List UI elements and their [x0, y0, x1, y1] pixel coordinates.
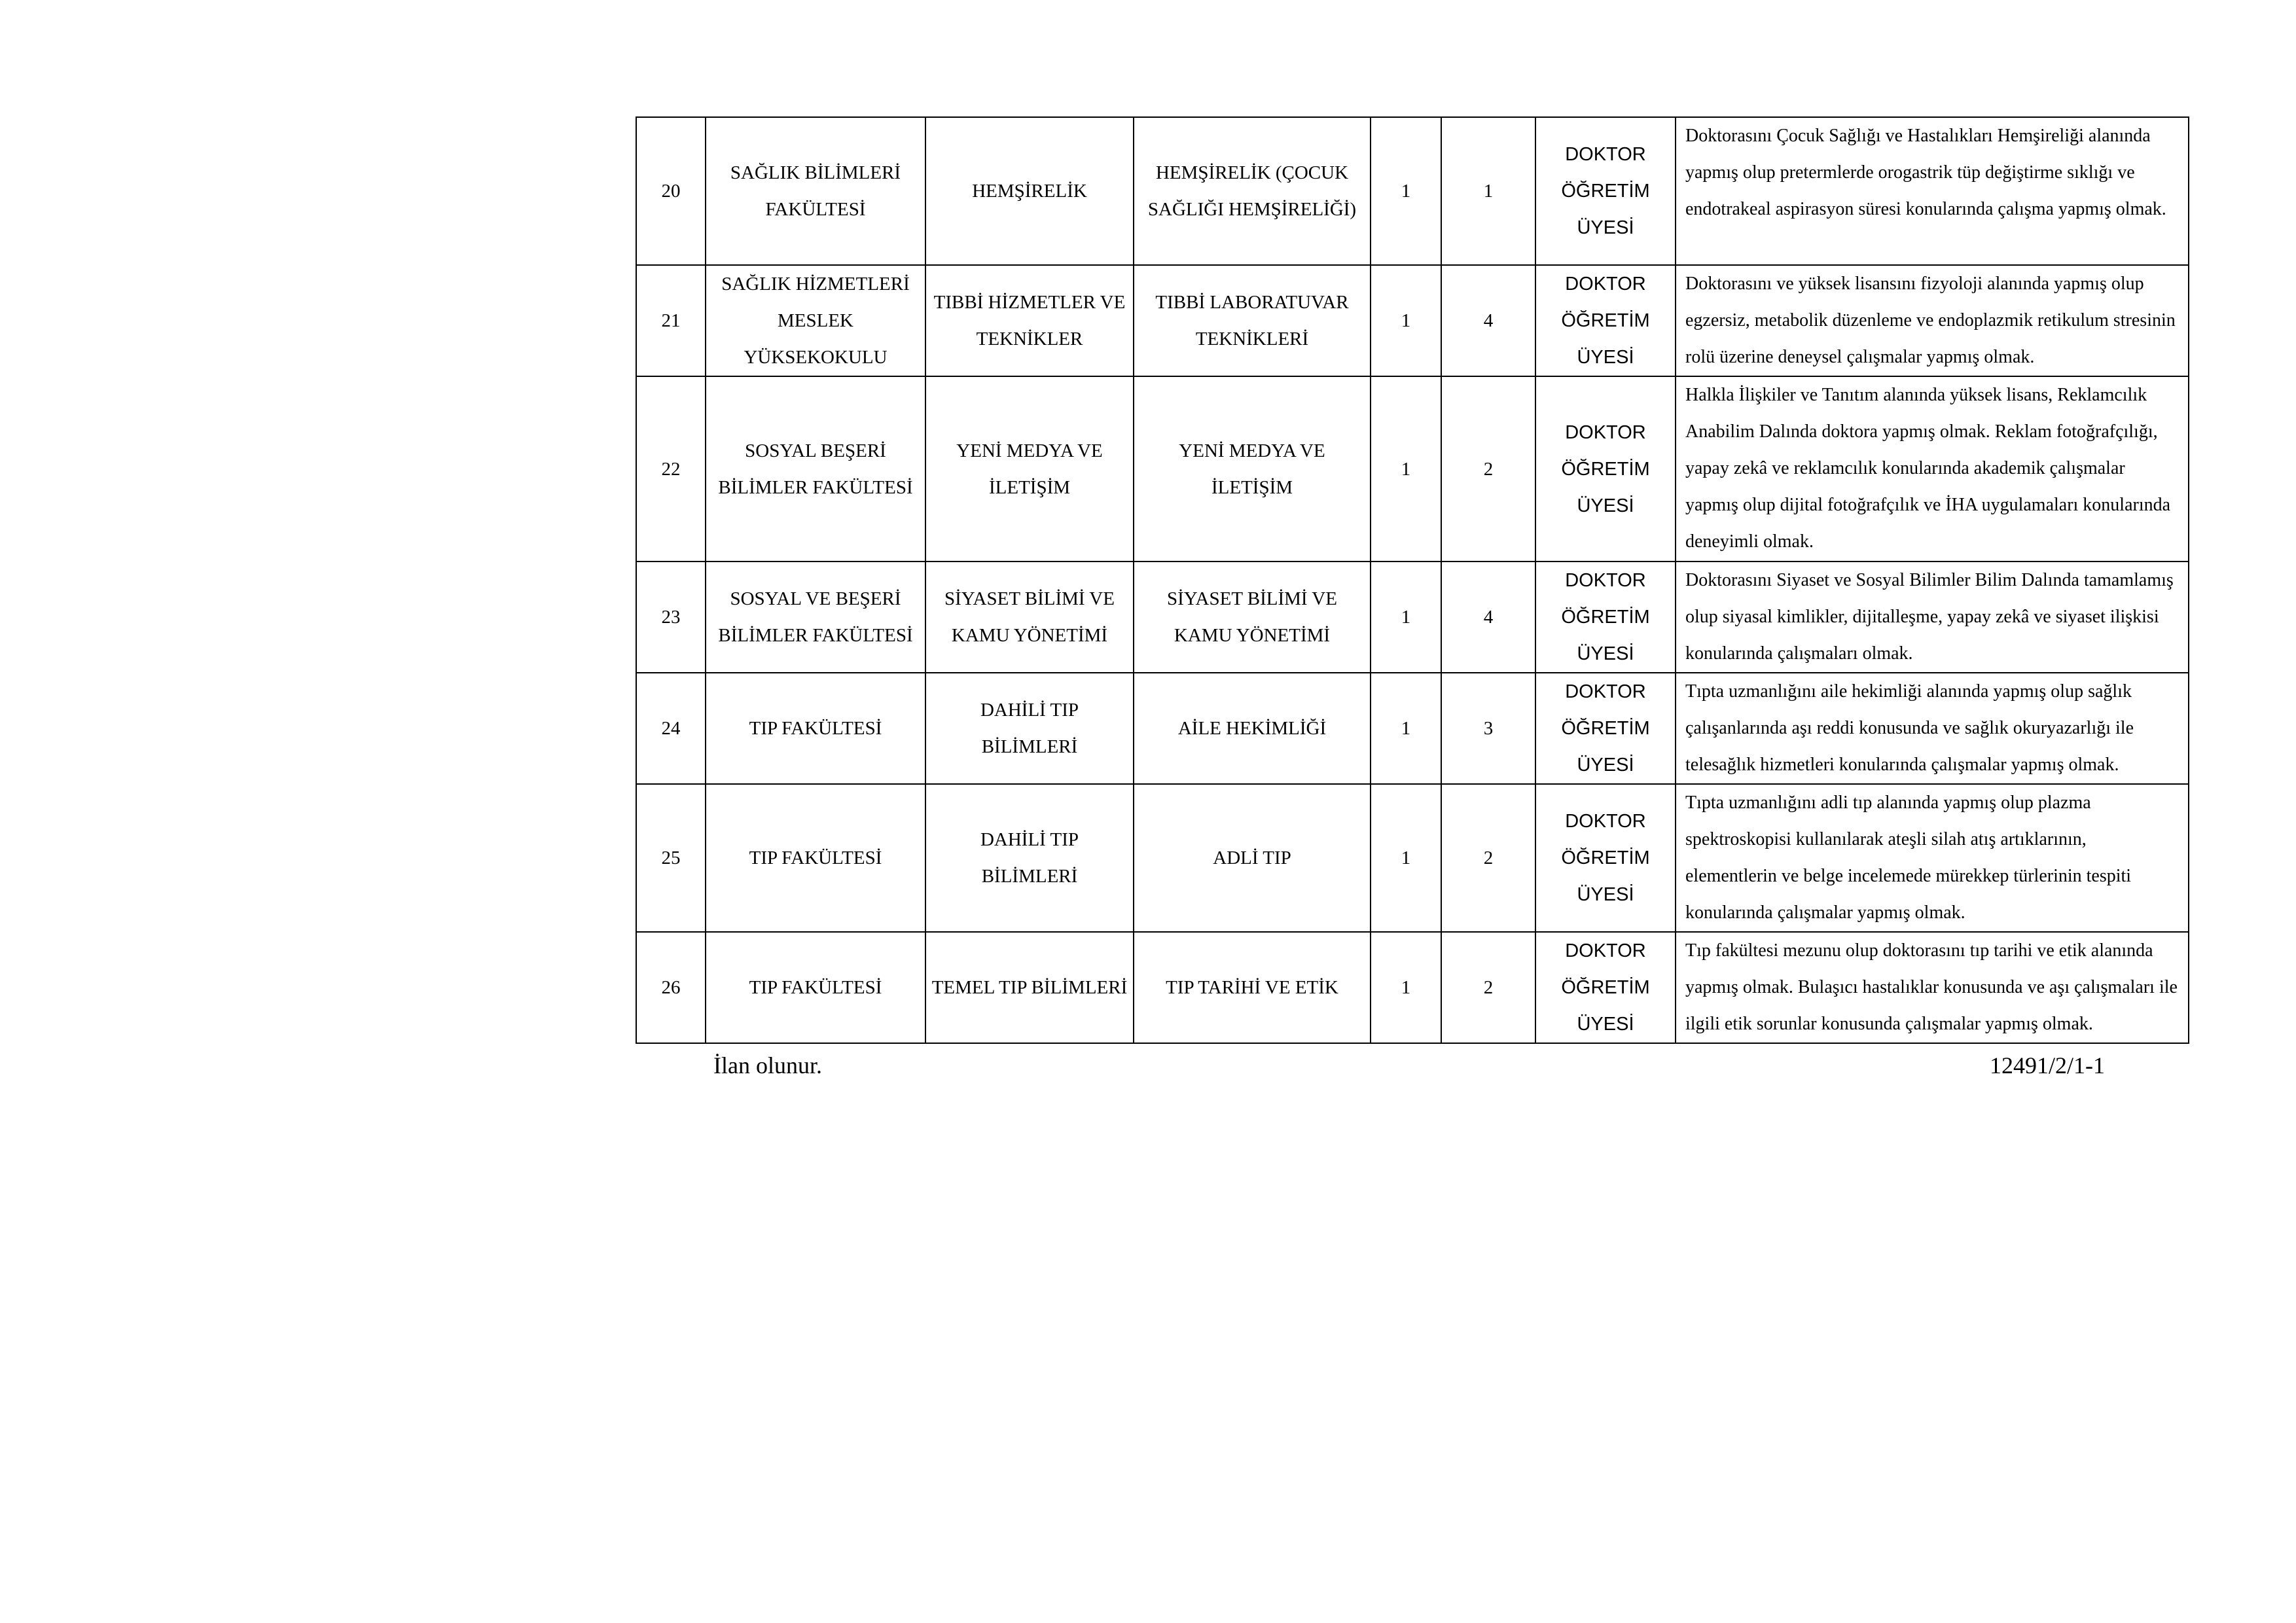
- requirement-cell: Doktorasını Siyaset ve Sosyal Bilimler Bilim Dalında tamamlamış olup siyasal kimlikler, dijitalleşme, yapay zekâ ve siyaset ilişkisi konularında çalışmaları olmak.: [1676, 562, 2189, 673]
- announcement-text: İlan olunur.: [713, 1052, 822, 1079]
- row-number: 22: [636, 376, 706, 562]
- row-number: 25: [636, 784, 706, 932]
- count-cell: 1: [1371, 265, 1441, 376]
- kadro-cell: DOKTOR ÖĞRETİM ÜYESİ: [1535, 562, 1676, 673]
- program-cell: SİYASET BİLİMİ VE KAMU YÖNETİMİ: [1134, 562, 1371, 673]
- degree-cell: 3: [1441, 673, 1535, 784]
- kadro-cell: DOKTOR ÖĞRETİM ÜYESİ: [1535, 673, 1676, 784]
- row-number: 21: [636, 265, 706, 376]
- requirement-cell: Doktorasını Çocuk Sağlığı ve Hastalıkları Hemşireliği alanında yapmış olup pretermlerde orogastrik tüp değiştirme sıklığı ve endotrakeal aspirasyon süresi konularında çalışma yapmış olmak.: [1676, 117, 2189, 265]
- degree-cell: 1: [1441, 117, 1535, 265]
- count-cell: 1: [1371, 673, 1441, 784]
- count-cell: 1: [1371, 932, 1441, 1043]
- program-cell: ADLİ TIP: [1134, 784, 1371, 932]
- row-number: 20: [636, 117, 706, 265]
- table-row: [636, 673, 2189, 784]
- table-row: [636, 784, 2189, 932]
- faculty-cell: SOSYAL BEŞERİ BİLİMLER FAKÜLTESİ: [706, 376, 925, 562]
- table-row: [636, 562, 2189, 673]
- requirement-cell: Halkla İlişkiler ve Tanıtım alanında yüksek lisans, Reklamcılık Anabilim Dalında doktora yapmış olmak. Reklam fotoğrafçılığı, yapay zekâ ve reklamcılık konularında akademik çalışmalar yapmış olup dijital fotoğrafçılık ve İHA uygulamaları konularında deneyimli olmak.: [1676, 376, 2189, 562]
- table-row: [636, 932, 2189, 1043]
- department-cell: DAHİLİ TIP BİLİMLERİ: [925, 673, 1134, 784]
- reference-number: 12491/2/1-1: [1990, 1052, 2105, 1079]
- faculty-cell: SOSYAL VE BEŞERİ BİLİMLER FAKÜLTESİ: [706, 562, 925, 673]
- requirement-cell: Tıpta uzmanlığını adli tıp alanında yapmış olup plazma spektroskopisi kullanılarak ateşli silah atış artıklarının, elementlerin ve belge incelemede mürekkep türlerinin tespiti konularında çalışmalar yapmış olmak.: [1676, 784, 2189, 932]
- degree-cell: 2: [1441, 932, 1535, 1043]
- count-cell: 1: [1371, 562, 1441, 673]
- requirement-cell: Tıpta uzmanlığını aile hekimliği alanında yapmış olup sağlık çalışanlarında aşı reddi konusunda ve sağlık okuryazarlığı ile telesağlık hizmetleri konularında çalışmalar yapmış olmak.: [1676, 673, 2189, 784]
- postings-table: [636, 116, 2189, 1044]
- count-cell: 1: [1371, 784, 1441, 932]
- department-cell: YENİ MEDYA VE İLETİŞİM: [925, 376, 1134, 562]
- kadro-cell: DOKTOR ÖĞRETİM ÜYESİ: [1535, 932, 1676, 1043]
- department-cell: DAHİLİ TIP BİLİMLERİ: [925, 784, 1134, 932]
- department-cell: TEMEL TIP BİLİMLERİ: [925, 932, 1134, 1043]
- degree-cell: 4: [1441, 562, 1535, 673]
- requirement-cell: Doktorasını ve yüksek lisansını fizyoloji alanında yapmış olup egzersiz, metabolik düzenleme ve endoplazmik retikulum stresinin rolü üzerine deneysel çalışmalar yapmış olmak.: [1676, 265, 2189, 376]
- program-cell: YENİ MEDYA VE İLETİŞİM: [1134, 376, 1371, 562]
- row-number: 23: [636, 562, 706, 673]
- program-cell: TIBBİ LABORATUVAR TEKNİKLERİ: [1134, 265, 1371, 376]
- count-cell: 1: [1371, 117, 1441, 265]
- faculty-cell: SAĞLIK BİLİMLERİ FAKÜLTESİ: [706, 117, 925, 265]
- program-cell: AİLE HEKİMLİĞİ: [1134, 673, 1371, 784]
- row-number: 24: [636, 673, 706, 784]
- table-row: [636, 117, 2189, 265]
- faculty-cell: SAĞLIK HİZMETLERİ MESLEK YÜKSEKOKULU: [706, 265, 925, 376]
- kadro-cell: DOKTOR ÖĞRETİM ÜYESİ: [1535, 117, 1676, 265]
- kadro-cell: DOKTOR ÖĞRETİM ÜYESİ: [1535, 376, 1676, 562]
- table-row: [636, 376, 2189, 562]
- requirement-cell: Tıp fakültesi mezunu olup doktorasını tıp tarihi ve etik alanında yapmış olmak. Bulaşıcı hastalıklar konusunda ve aşı çalışmaları ile ilgili etik sorunlar konusunda çalışmalar yapmış olmak.: [1676, 932, 2189, 1043]
- kadro-cell: DOKTOR ÖĞRETİM ÜYESİ: [1535, 784, 1676, 932]
- program-cell: HEMŞİRELİK (ÇOCUK SAĞLIĞI HEMŞİRELİĞİ): [1134, 117, 1371, 265]
- degree-cell: 2: [1441, 784, 1535, 932]
- department-cell: SİYASET BİLİMİ VE KAMU YÖNETİMİ: [925, 562, 1134, 673]
- count-cell: 1: [1371, 376, 1441, 562]
- department-cell: TIBBİ HİZMETLER VE TEKNİKLER: [925, 265, 1134, 376]
- kadro-cell: DOKTOR ÖĞRETİM ÜYESİ: [1535, 265, 1676, 376]
- faculty-cell: TIP FAKÜLTESİ: [706, 673, 925, 784]
- table-row: [636, 265, 2189, 376]
- row-number: 26: [636, 932, 706, 1043]
- faculty-cell: TIP FAKÜLTESİ: [706, 784, 925, 932]
- faculty-cell: TIP FAKÜLTESİ: [706, 932, 925, 1043]
- degree-cell: 4: [1441, 265, 1535, 376]
- degree-cell: 2: [1441, 376, 1535, 562]
- department-cell: HEMŞİRELİK: [925, 117, 1134, 265]
- program-cell: TIP TARİHİ VE ETİK: [1134, 932, 1371, 1043]
